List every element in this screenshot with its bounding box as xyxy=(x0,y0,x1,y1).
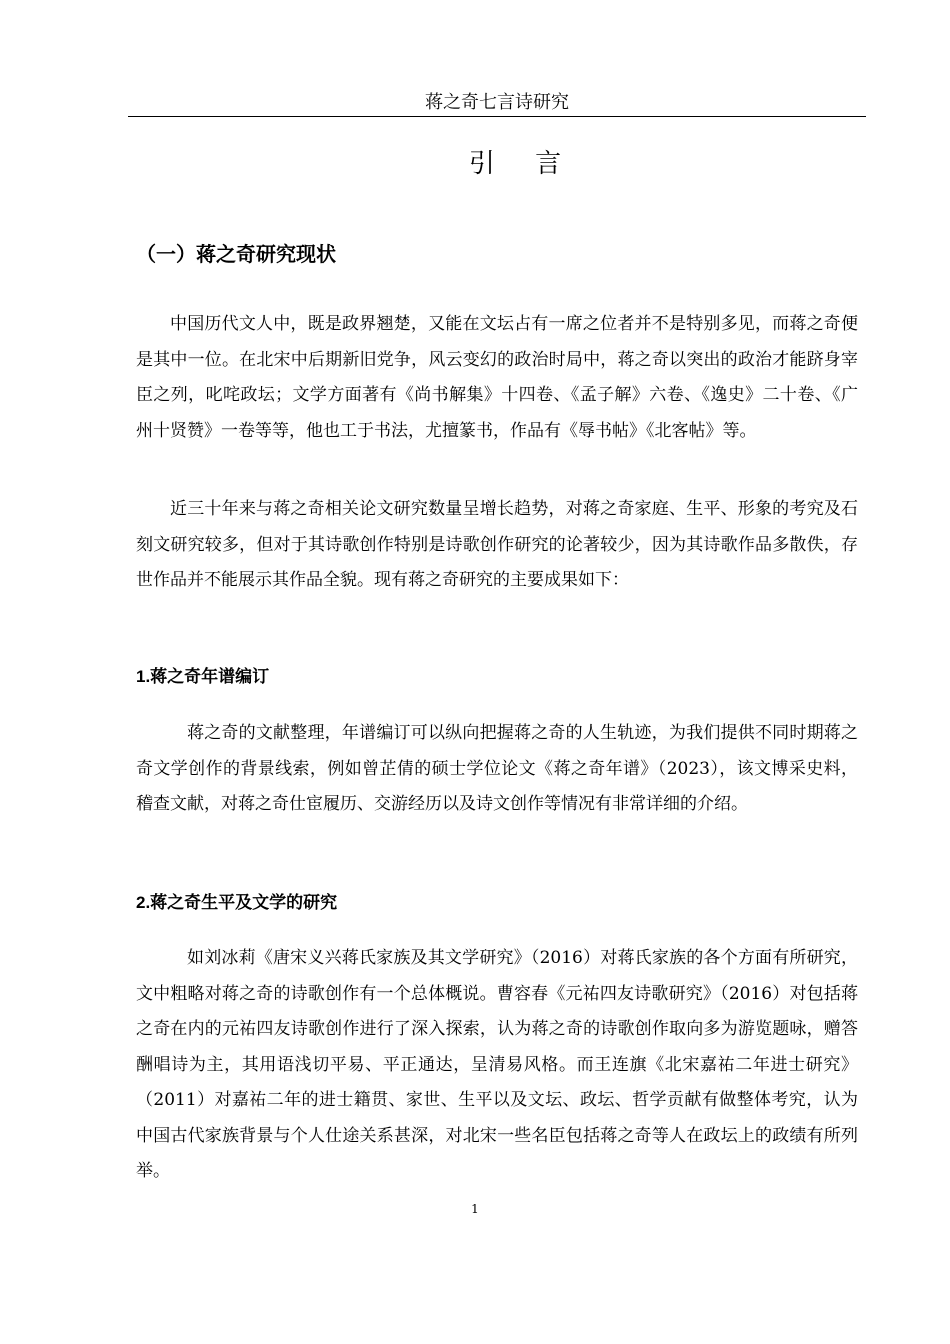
running-header: 蒋之奇七言诗研究 xyxy=(425,92,569,113)
paragraph-3: 蒋之奇的文献整理，年谱编订可以纵向把握蒋之奇的人生轨迹，为我们提供不同时期蒋之奇文学创作的背景线索，例如曾芷倩的硕士学位论文《蒋之奇年谱》（2023），该文博采史料，稽查文献，对蒋之奇仕宦履历、交游经历以及诗文创作等情况有非常详细的介绍。 xyxy=(136,723,858,814)
chapter-title: 引 言 xyxy=(468,149,578,179)
paragraph-2: 近三十年来与蒋之奇相关论文研究数量呈增长趋势，对蒋之奇家庭、生平、形象的考究及石刻文研究较多，但对于其诗歌创作特别是诗歌创作研究的论著较少，因为其诗歌作品多散佚，存世作品并不能展示其作品全貌。现有蒋之奇研究的主要成果如下： xyxy=(136,499,858,590)
page-number: 1 xyxy=(471,1202,479,1216)
paragraph-1: 中国历代文人中，既是政界翘楚，又能在文坛占有一席之位者并不是特别多见，而蒋之奇便是其中一位。在北宋中后期新旧党争，风云变幻的政治时局中，蒋之奇以突出的政治才能跻身宰臣之列，叱咤政坛；文学方面著有《尚书解集》十四卷、《孟子解》六卷、《逸史》二十卷、《广州十贤赞》一卷等等，他也工于书法，尤擅篆书，作品有《辱书帖》《北客帖》等。 xyxy=(136,314,858,441)
paragraph-4: 如刘冰莉《唐宋义兴蒋氏家族及其文学研究》（2016）对蒋氏家族的各个方面有所研究，文中粗略对蒋之奇的诗歌创作有一个总体概说。曹容春《元祐四友诗歌研究》（2016）对包括蒋之奇在内的元祐四友诗歌创作进行了深入探索，认为蒋之奇的诗歌创作取向多为游览题咏，赠答酬唱诗为主，其用语浅切平易、平正通达，呈清易风格。而王连旗《北宋嘉祐二年进士研究》（2011）对嘉祐二年的进士籍贯、家世、生平以及文坛、政坛、哲学贡献有做整体考究，认为中国古代家族背景与个人仕途关系甚深，对北宋一些名臣包括蒋之奇等人在政坛上的政绩有所列举。 xyxy=(136,948,858,1181)
section-heading: （一）蒋之奇研究现状 xyxy=(136,242,336,266)
subheading-2: 2.蒋之奇生平及文学的研究 xyxy=(136,893,338,912)
subheading-1: 1.蒋之奇年谱编订 xyxy=(136,667,270,686)
header-rule xyxy=(128,116,866,117)
